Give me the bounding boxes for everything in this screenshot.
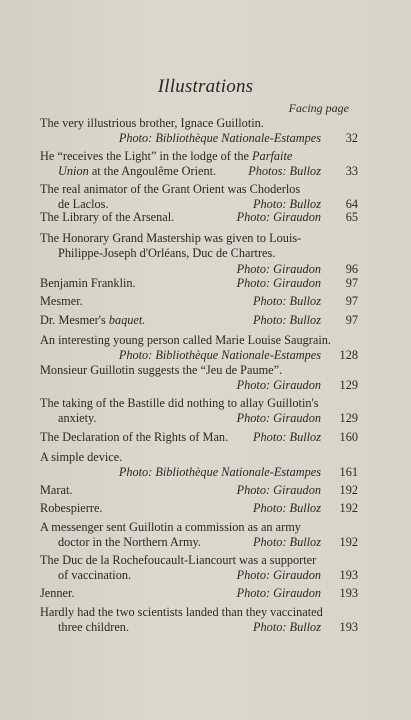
caption-line: Dr. Mesmer's baquet. Photo: Bulloz 97	[40, 313, 358, 327]
caption-line: A simple device.	[40, 450, 123, 464]
caption-line: Hardly had the two scientists landed than they vaccinated	[40, 605, 323, 619]
photo-credit: Photo: Giraudon	[236, 483, 321, 497]
photo-credit: Photos: Bulloz	[248, 164, 321, 179]
photo-credit: Photo: Giraudon	[236, 378, 321, 393]
page-number: 193	[339, 620, 358, 635]
page-number: 96	[345, 261, 358, 276]
page-title: Illustrations	[157, 76, 254, 97]
page-number: 64	[345, 197, 358, 212]
page-number: 33	[345, 164, 358, 179]
list-item	[40, 501, 358, 516]
page-number: 97	[345, 294, 358, 308]
caption-line: The very illustrious brother, Ignace Guillotin.	[40, 116, 264, 130]
page-number: 192	[339, 501, 358, 515]
photo-credit: Photo: Bulloz	[253, 501, 321, 515]
caption-line: Union at the Angoulême Orient. Photos: Bulloz 33	[58, 164, 358, 179]
list-item	[40, 553, 358, 584]
caption-line: A messenger sent Guillotin a commission as an army	[40, 520, 301, 534]
list-item	[40, 182, 358, 213]
caption-line: The taking of the Bastille did nothing to allay Guillotin's	[40, 396, 319, 410]
photo-credit: Photo: Bulloz	[253, 294, 321, 308]
caption-line: The Declaration of the Rights of Man. Photo: Bulloz 160	[40, 430, 358, 444]
page-number: 193	[339, 568, 358, 583]
facing-page-label: Facing page	[288, 101, 349, 115]
caption-line: The Library of the Arsenal. Photo: Giraudon 65	[40, 210, 358, 224]
list-item	[40, 483, 358, 498]
page-number: 32	[345, 131, 358, 146]
photo-credit: Photo: Bibliothèque Nationale-Estampes	[118, 465, 321, 480]
caption-line: three children. Photo: Bulloz 193	[58, 620, 358, 635]
caption-line: Mesmer. Photo: Bulloz 97	[40, 294, 358, 308]
caption-line: An interesting young person called Marie Louise Saugrain.	[40, 333, 331, 347]
caption-line: Marat. Photo: Giraudon 192	[40, 483, 358, 497]
list-item	[40, 586, 358, 601]
list-item	[40, 276, 358, 291]
caption-line: Jenner. Photo: Giraudon 193	[40, 586, 358, 600]
photo-credit: Photo: Bulloz	[253, 620, 321, 635]
caption-line: The Duc de la Rochefoucault-Liancourt was a supporter	[40, 553, 317, 567]
list-item	[40, 430, 358, 445]
caption-line: The Honorary Grand Mastership was given to Louis-	[40, 231, 302, 245]
list-item	[40, 313, 358, 328]
photo-credit: Photo: Bibliothèque Nationale-Estampes	[118, 348, 321, 363]
list-item	[40, 210, 358, 225]
page-number: 65	[345, 210, 358, 224]
list-item	[40, 231, 358, 277]
caption-line: He “receives the Light” in the lodge of the Parfaite	[40, 149, 293, 163]
caption-line: Philippe-Joseph d'Orléans, Duc de Chartres.	[58, 246, 276, 261]
caption-line: Monsieur Guillotin suggests the “Jeu de Paume”.	[40, 363, 283, 377]
list-item	[40, 605, 358, 636]
caption-line: of vaccination. Photo: Giraudon 193	[58, 568, 358, 583]
list-item	[40, 294, 358, 309]
list-item	[40, 116, 358, 147]
page-number: 161	[339, 465, 358, 480]
list-item	[40, 450, 358, 481]
photo-credit: Photo: Giraudon	[236, 276, 321, 290]
page-number: 192	[339, 483, 358, 497]
page-number: 97	[345, 313, 358, 327]
photo-credit: Photo: Bulloz	[253, 430, 321, 444]
photo-credit: Photo: Bulloz	[253, 313, 321, 327]
photo-credit: Photo: Bulloz	[253, 535, 321, 550]
list-item	[40, 363, 358, 394]
page-number: 128	[339, 348, 358, 363]
list-item	[40, 520, 358, 551]
photo-credit: Photo: Giraudon	[236, 411, 321, 426]
caption-line: anxiety. Photo: Giraudon 129	[58, 411, 358, 426]
photo-credit: Photo: Giraudon	[236, 261, 321, 276]
caption-line: The real animator of the Grant Orient was Choderlos	[40, 182, 301, 196]
list-item	[40, 396, 358, 427]
page-number: 129	[339, 378, 358, 393]
caption-line: de Laclos. Photo: Bulloz 64	[58, 197, 358, 212]
page-number: 193	[339, 586, 358, 600]
caption-line: Benjamin Franklin. Photo: Giraudon 97	[40, 276, 358, 290]
caption-line: Robespierre. Photo: Bulloz 192	[40, 501, 358, 515]
list-item	[40, 333, 358, 364]
page-number: 160	[339, 430, 358, 444]
list-item	[40, 149, 358, 180]
page-number: 97	[345, 276, 358, 290]
photo-credit: Photo: Bulloz	[253, 197, 321, 212]
page-number: 129	[339, 411, 358, 426]
photo-credit: Photo: Giraudon	[236, 586, 321, 600]
photo-credit: Photo: Bibliothèque Nationale-Estampes	[118, 131, 321, 146]
page-number: 192	[339, 535, 358, 550]
photo-credit: Photo: Giraudon	[236, 568, 321, 583]
caption-line: doctor in the Northern Army. Photo: Bulloz 192	[58, 535, 358, 550]
photo-credit: Photo: Giraudon	[236, 210, 321, 224]
